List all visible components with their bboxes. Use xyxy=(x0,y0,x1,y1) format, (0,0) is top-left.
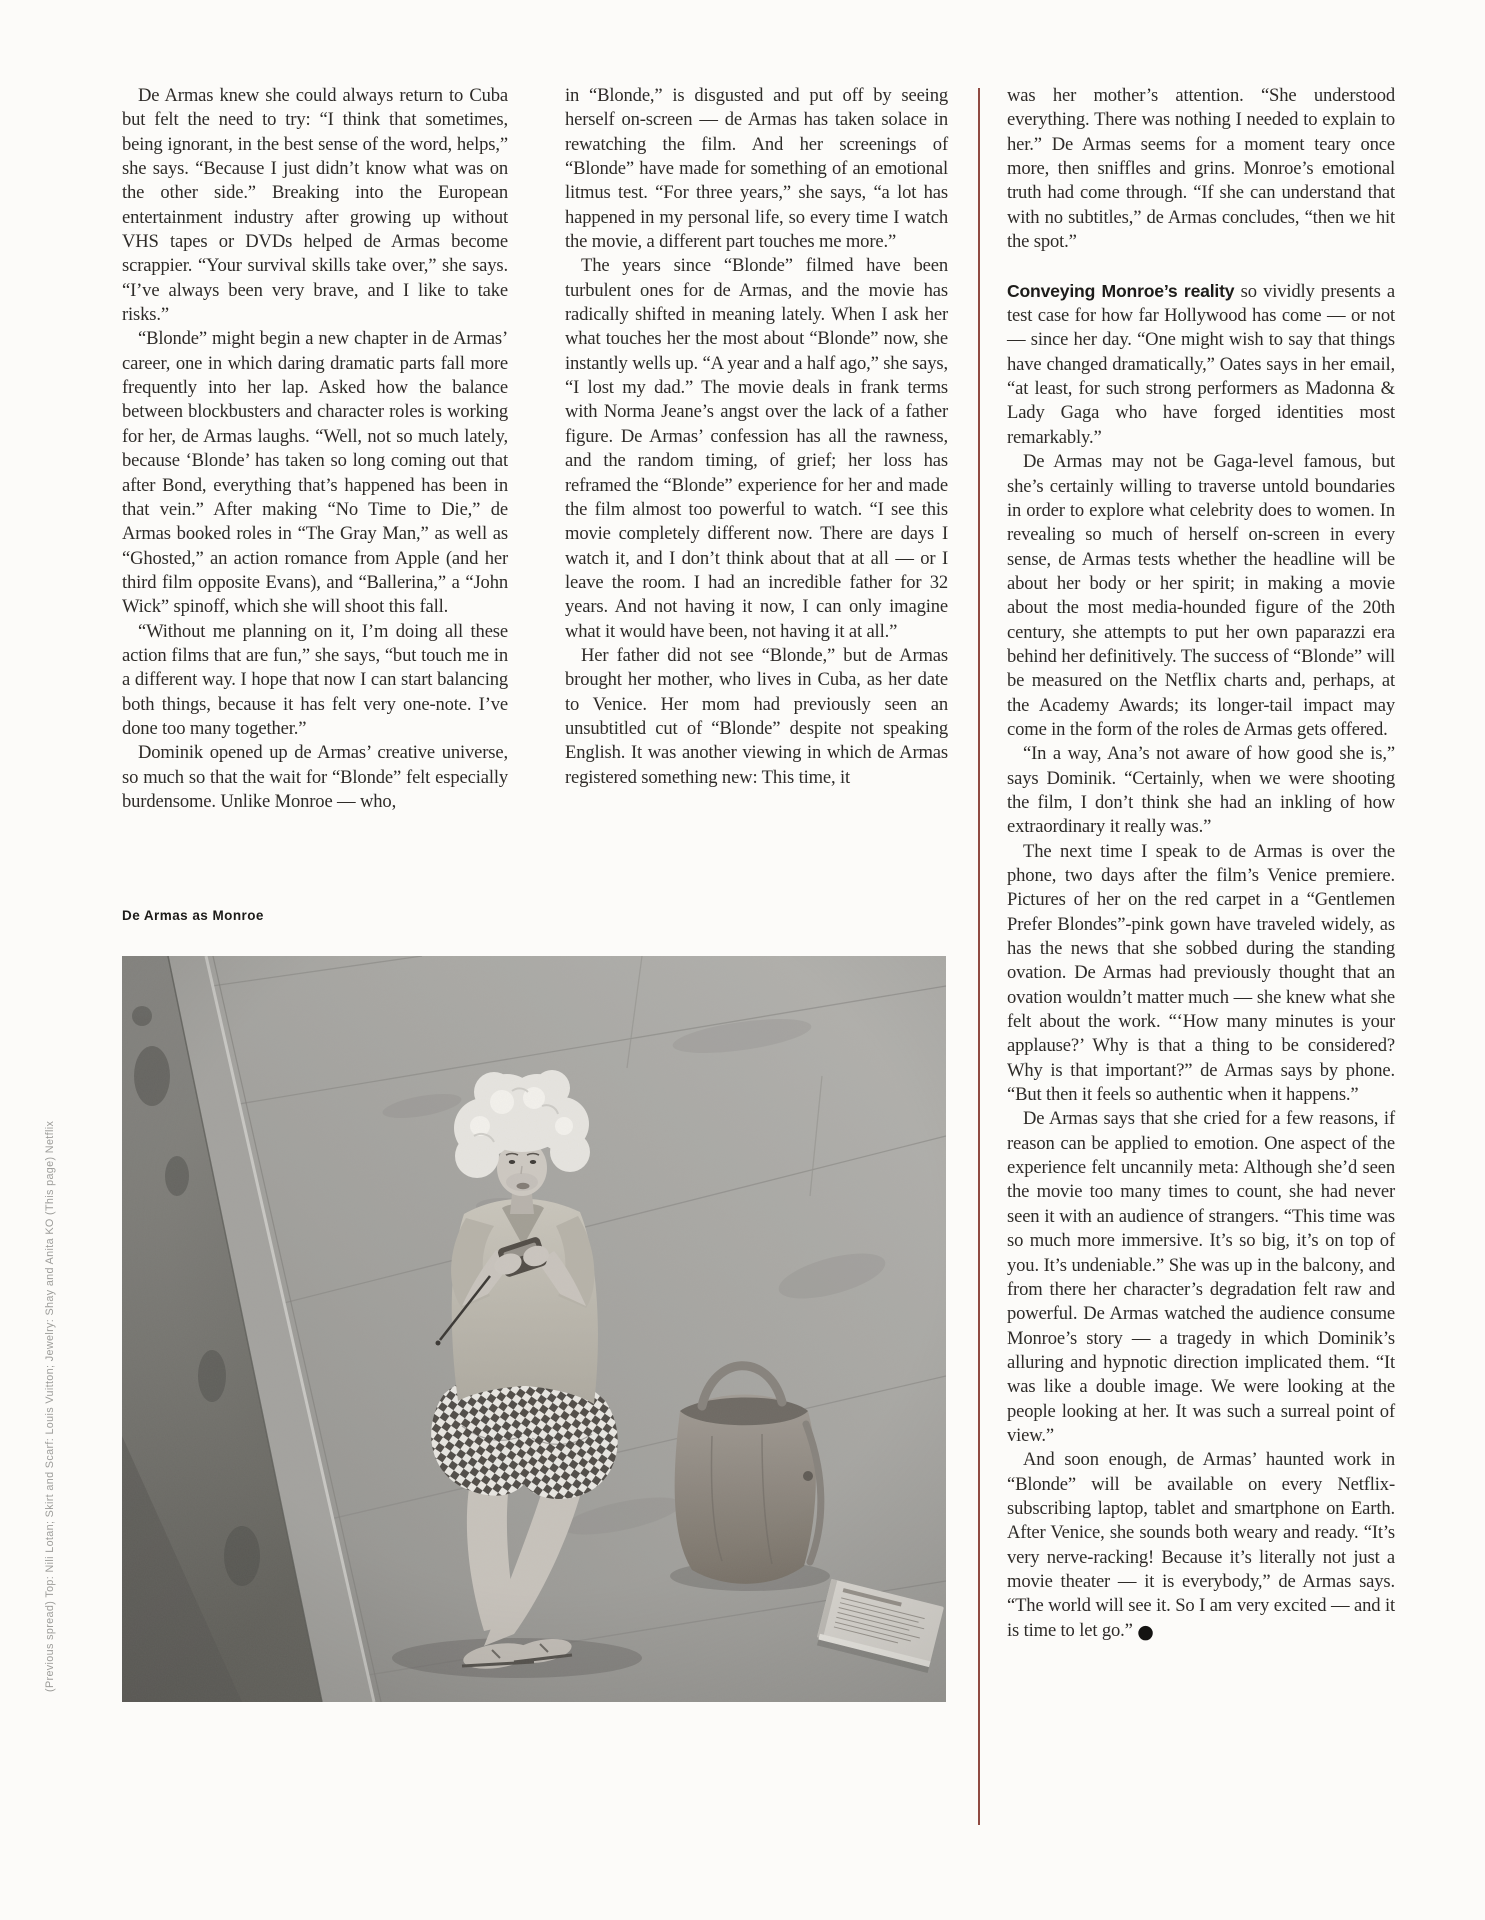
photo-de-armas-as-monroe xyxy=(122,956,946,1702)
paragraph-col1-1: De Armas knew she could always return to Cuba but felt the need to try: “I think that sometimes, being ignorant, in the best sense of the word, helps,” she says. “Because I just didn’t know what was on the other side.” Breaking into the European entertainment industry after growing up without VHS tapes or DVDs helped de Armas become scrappier. “Your survival skills take over,” she says. “I’ve always been very brave, and I like to take risks.” xyxy=(122,85,508,326)
column-divider-rule xyxy=(978,88,980,1825)
paragraph-col3-5: The next time I speak to de Armas is over the phone, two days after the film’s Venice premiere. Pictures of her on the red carpet in a “Gentlemen Prefer Blondes”-pink gown have traveled widely, as has the news that she sobbed during the standing ovation. De Armas had previously thought that an ovation wouldn’t matter much — she knew what she felt about the work. “‘How many minutes is your applause?’ Why is that a thing to be considered? Why is that important?” de Armas says by phone. “But then it feels so authentic when it happens.” xyxy=(1007,840,1395,1106)
paragraph-col2-3: Her father did not see “Blonde,” but de Armas brought her mother, who lives in Cuba, as her date to Venice. Her mom had previously seen an unsubtitled cut of “Blonde” despite not speaking English. It was another viewing in which de Armas registered something new: This time, it xyxy=(565,644,948,788)
paragraph-col3-1: was her mother’s attention. “She understood everything. There was nothing I needed to explain to her.” De Armas seems for a moment teary once more, then sniffles and grins. Monroe’s emotional truth had come through. “If she can understand that with no subtitles,” de Armas concludes, “then we hit the spot.” xyxy=(1007,85,1395,253)
paragraph-col2-1: in “Blonde,” is disgusted and put off by seeing herself on-screen — de Armas has taken solace in rewatching the film. And her screenings of “Blonde” have made for something of an emotional litmus test. “For three years,” she says, “a lot has happened in my personal life, so every time I watch the movie, a different part touches me more.” xyxy=(565,85,948,253)
photo-caption: De Armas as Monroe xyxy=(122,908,264,923)
final-paragraph-text: And soon enough, de Armas’ haunted work in “Blonde” will be available on every Netflix-subscribing laptop, tablet and smartphone on Earth. After Venice, she sounds both weary and ready. “It’s very nerve-racking! Because it’s literally not just a movie theater — it is everybody,” de Armas says. “The world will see it. So I am very excited — and it is time to let go.” xyxy=(1007,1449,1395,1641)
section-lead-in: Conveying Monroe’s reality xyxy=(1007,280,1235,301)
paragraph-col3-6: De Armas says that she cried for a few reasons, if reason can be applied to emotion. One aspect of the experience felt uncannily meta: Although she’d seen the movie too many times to count, she had never seen it with an audience of strangers. “This time was so much more immersive. It’s so big, it’s on top of you. It’s undeniable.” She was up in the balcony, and from there her character’s degradation felt raw and powerful. De Armas watched the audience consume Monroe’s story — a tragedy in which Dominik’s alluring and hypnotic direction implicated them. “It was like a double image. We were looking at the people looking at her. It was such a surreal point of view.” xyxy=(1007,1108,1395,1446)
film-grain xyxy=(122,956,946,1702)
section-lead-paragraph xyxy=(1007,279,1395,450)
article-column-2 xyxy=(565,84,948,790)
photo-credit-vertical: (Previous spread) Top: Nili Lotan; Skirt and Scarf: Louis Vuitton; Jewelry: Shay and Anita KO (This page) Netflix xyxy=(44,1120,56,1692)
paragraph-col3-3: De Armas may not be Gaga-level famous, but she’s certainly willing to traverse untold boundaries in order to explore what celebrity does to women. In revealing so much of herself on-screen in every sense, de Armas tests whether the headline will be about her body or her spirit; in making a movie about the most media-hounded figure of the 20th century, she attempts to put her own paparazzi era behind her definitively. The success of “Blonde” will be measured on the Netflix charts and, perhaps, at the Academy Awards; its longer-tail impact may come in the form of the roles de Armas gets offered. xyxy=(1007,451,1395,740)
paragraph-col2-2: The years since “Blonde” filmed have been turbulent ones for de Armas, and the movie has radically shifted in meaning lately. When I ask her what touches her the most about “Blonde” now, she instantly wells up. “A year and a half ago,” she says, “I lost my dad.” The movie deals in frank terms with Norma Jeane’s angst over the lack of a father figure. De Armas’ confession has all the rawness, and the random timing, of grief; her loss has reframed the “Blonde” experience for her and made the film almost too powerful to watch. “I see this movie completely different now. There are days I watch it, and I don’t think about that at all — or I leave the room. I had an incredible father for 32 years. And not having it now, I can only imagine what it would have been, not having it at all.” xyxy=(565,255,948,642)
article-column-3 xyxy=(1007,84,1395,1643)
curb-photo-illustration xyxy=(122,956,946,1702)
section-lead-text: so vividly presents a test case for how far Hollywood has come — or not — since her day. “One might wish to say that things have changed dramatically,” Oates says in her email, “at least, for such strong performers as Madonna & Lady Gaga who have forged identities most remarkably.” xyxy=(1007,280,1395,448)
paragraph-col1-4: Dominik opened up de Armas’ creative universe, so much so that the wait for “Blonde” felt especially burdensome. Unlike Monroe — who, xyxy=(122,742,508,812)
paragraph-col1-2: “Blonde” might begin a new chapter in de Armas’ career, one in which daring dramatic parts fall more frequently into her lap. Asked how the balance between blockbusters and character roles is working for her, de Armas laughs. “Well, not so much lately, because ‘Blonde’ has taken so long coming out that after Bond, everything that’s happened has been in that vein.” After making “No Time to Die,” de Armas booked roles in “The Gray Man,” as well as “Ghosted,” an action romance from Apple (and her third film opposite Evans), and “Ballerina,” a “John Wick” spinoff, which she will shoot this fall. xyxy=(122,328,508,618)
paragraph-col1-3: “Without me planning on it, I’m doing all these action films that are fun,” she says, “but touch me in a different way. I hope that now I can start balancing both things, because it has felt very one-note. I’ve done too many together.” xyxy=(122,620,508,739)
final-paragraph xyxy=(1007,1448,1395,1643)
paragraph-col3-4: “In a way, Ana’s not aware of how good she is,” says Dominik. “Certainly, when we were shooting the film, I don’t think she had an inkling of how extraordinary it really was.” xyxy=(1007,743,1395,838)
end-mark: ● xyxy=(1137,1620,1154,1643)
article-column-1 xyxy=(122,84,508,814)
